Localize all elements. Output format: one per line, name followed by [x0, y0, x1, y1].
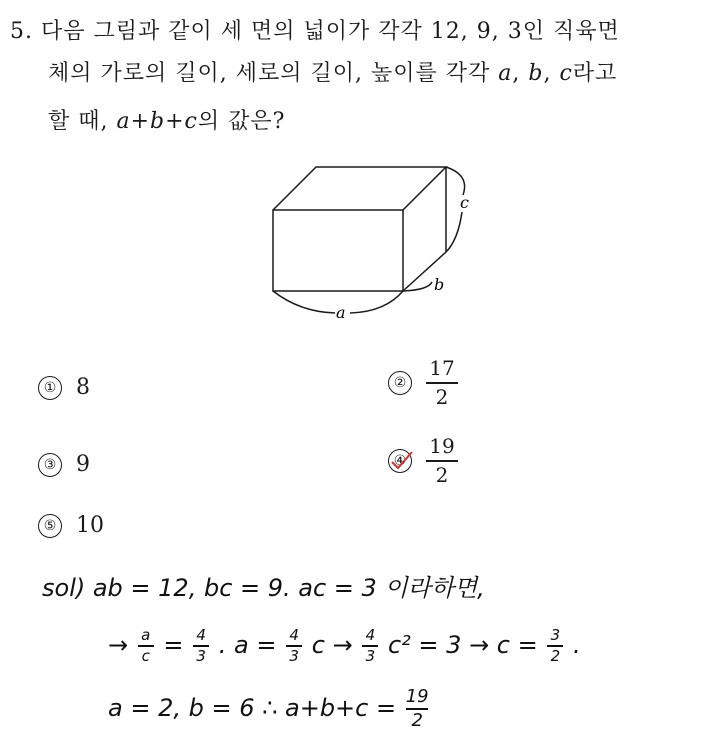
choice-2-number: ② — [388, 371, 412, 395]
den: 3 — [289, 646, 299, 665]
choice-3-value: 9 — [76, 452, 90, 477]
den: c — [141, 646, 150, 665]
question-text-2: 체의 가로의 길이, 세로의 길이, 높이를 각각 — [48, 61, 499, 86]
choice-1-value: 8 — [76, 375, 90, 400]
front-face — [273, 210, 403, 291]
top-face — [273, 167, 446, 210]
num: 4 — [289, 626, 299, 644]
arrow-1: → — [108, 630, 129, 659]
num: 4 — [365, 626, 376, 644]
den: 2 — [550, 646, 561, 665]
choice-3[interactable] — [38, 452, 90, 477]
answer-text: a = 2, b = 6 ∴ a+b+c = — [108, 693, 397, 722]
den: 3 — [196, 646, 206, 665]
mid: . a = — [218, 630, 277, 659]
sep-2: , — [543, 61, 560, 86]
solution-line-2 — [108, 628, 581, 664]
question-number: 5. — [10, 19, 33, 44]
frac-3-over-2 — [547, 628, 563, 664]
label-a: a — [336, 303, 346, 322]
fraction-bar — [426, 382, 458, 384]
frac-4-over-3 — [193, 628, 209, 664]
c-squared: c² = 3 → c = — [387, 630, 538, 659]
var-b: b — [528, 61, 544, 86]
question-text-2-end: 라고 — [572, 61, 618, 86]
sep-1: , — [512, 61, 529, 86]
choice-3-number: ③ — [38, 453, 62, 477]
choice-2-denominator: 2 — [435, 384, 449, 409]
period: . — [573, 630, 581, 659]
choice-4-fraction — [426, 436, 458, 486]
brace-a-left — [273, 291, 335, 313]
solution-line-1: sol) ab = 12, bc = 9. ac = 3 이라하면, — [42, 574, 485, 602]
num: 19 — [405, 686, 429, 707]
choice-1[interactable] — [38, 375, 90, 400]
label-b: b — [434, 275, 445, 294]
question-text-1: 다음 그림과 같이 세 면의 넓이가 각각 12, 9, 3인 직육면 — [41, 19, 620, 44]
expr: a+b+c — [116, 109, 198, 134]
frac-a-over-c — [138, 628, 154, 664]
label-c: c — [460, 193, 469, 212]
choice-1-number: ① — [38, 376, 62, 400]
choice-4-denominator: 2 — [435, 462, 449, 487]
choice-5-number: ⑤ — [38, 514, 62, 538]
question-text-3-end: 의 값은? — [197, 109, 286, 134]
frac-4-over-3-c — [362, 628, 378, 664]
num: a — [141, 626, 151, 644]
num: 3 — [550, 626, 561, 644]
choice-2-numerator: 17 — [429, 356, 455, 380]
num: 4 — [196, 626, 206, 644]
fraction-bar — [426, 460, 458, 462]
brace-c-bottom — [446, 212, 462, 252]
choice-2[interactable] — [388, 358, 458, 408]
brace-c-top — [446, 167, 465, 195]
c-arrow: c → — [311, 630, 353, 659]
solution-line-3 — [108, 688, 431, 730]
choice-5-value: 10 — [76, 513, 104, 538]
check-mark-icon — [388, 448, 416, 472]
answer-fraction — [406, 688, 429, 730]
side-face — [403, 167, 446, 291]
choice-4-number: ④ — [388, 449, 412, 473]
equals: = — [163, 630, 184, 659]
question-text-3: 할 때, — [48, 109, 117, 134]
var-c: c — [559, 61, 573, 86]
den: 2 — [411, 709, 423, 731]
choice-2-fraction — [426, 358, 458, 408]
var-a: a — [498, 61, 513, 86]
brace-a-right — [350, 291, 403, 313]
frac-4-over-3-b — [286, 628, 302, 664]
choice-5[interactable] — [38, 513, 104, 538]
choice-4-numerator: 19 — [429, 434, 455, 458]
den: 3 — [365, 646, 376, 665]
